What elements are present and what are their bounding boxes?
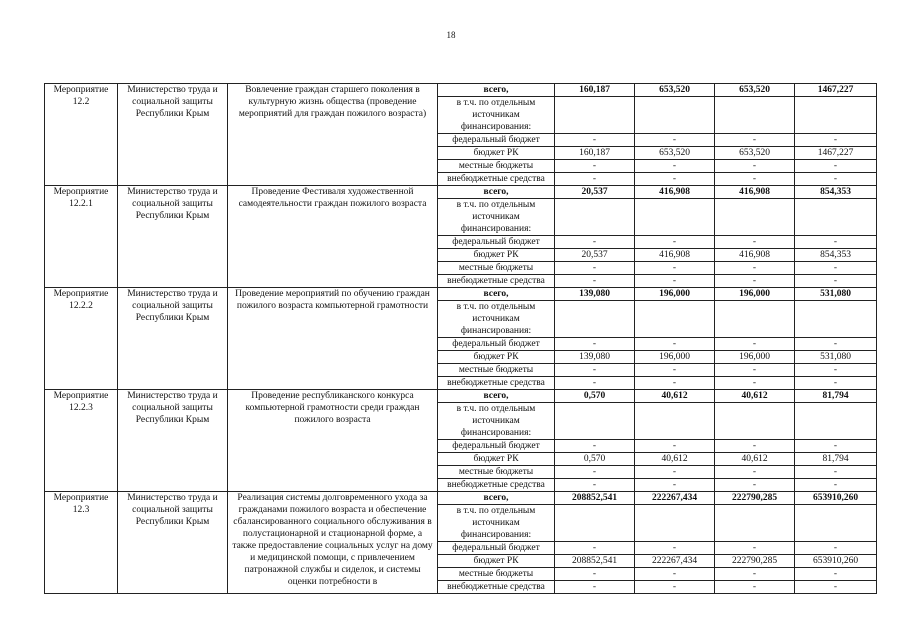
- amount-cell: [715, 301, 795, 338]
- amount-cell: -: [715, 364, 795, 377]
- amount-cell: -: [635, 338, 715, 351]
- amount-cell: -: [795, 568, 877, 581]
- amount-cell: -: [635, 568, 715, 581]
- amount-cell: [555, 97, 635, 134]
- amount-cell: [635, 403, 715, 440]
- funding-source-label: федеральный бюджет: [438, 440, 555, 453]
- funding-source-label: всего,: [438, 492, 555, 505]
- funding-source-label: всего,: [438, 390, 555, 403]
- amount-cell: -: [555, 338, 635, 351]
- amount-cell: 40,612: [635, 390, 715, 403]
- amount-cell: 222790,285: [715, 492, 795, 505]
- funding-source-label: внебюджетные средства: [438, 377, 555, 390]
- amount-cell: -: [715, 262, 795, 275]
- amount-cell: 854,353: [795, 249, 877, 262]
- amount-cell: -: [715, 479, 795, 492]
- funding-source-label: всего,: [438, 186, 555, 199]
- amount-cell: -: [635, 542, 715, 555]
- funding-source-label: местные бюджеты: [438, 466, 555, 479]
- funding-source-label: всего,: [438, 84, 555, 97]
- amount-cell: 222267,434: [635, 555, 715, 568]
- budget-table: [44, 83, 877, 594]
- amount-cell: -: [715, 377, 795, 390]
- page-number: 18: [446, 30, 456, 40]
- funding-source-label: местные бюджеты: [438, 364, 555, 377]
- amount-cell: 222790,285: [715, 555, 795, 568]
- amount-cell: -: [715, 275, 795, 288]
- amount-cell: -: [715, 160, 795, 173]
- amount-cell: -: [635, 440, 715, 453]
- table-row: [45, 186, 877, 199]
- amount-cell: [795, 199, 877, 236]
- table-row: [45, 84, 877, 97]
- table-row: [45, 492, 877, 505]
- amount-cell: -: [635, 134, 715, 147]
- funding-source-label: федеральный бюджет: [438, 134, 555, 147]
- amount-cell: [715, 97, 795, 134]
- amount-cell: 139,080: [555, 351, 635, 364]
- funding-source-label: бюджет РК: [438, 249, 555, 262]
- amount-cell: -: [555, 568, 635, 581]
- measure-name: Вовлечение граждан старшего поколения в культурную жизнь общества (проведение мероприятий для граждан пожилого возраста): [228, 84, 438, 186]
- amount-cell: -: [635, 479, 715, 492]
- measure-number: Мероприятие 12.2.2: [45, 288, 118, 390]
- table-row: [45, 390, 877, 403]
- amount-cell: -: [635, 160, 715, 173]
- amount-cell: 653,520: [635, 84, 715, 97]
- amount-cell: [715, 403, 795, 440]
- amount-cell: 531,080: [795, 351, 877, 364]
- amount-cell: -: [795, 160, 877, 173]
- amount-cell: -: [555, 581, 635, 594]
- funding-source-label: бюджет РК: [438, 555, 555, 568]
- amount-cell: [715, 199, 795, 236]
- measure-number: Мероприятие 12.2.1: [45, 186, 118, 288]
- amount-cell: -: [555, 479, 635, 492]
- funding-source-label: местные бюджеты: [438, 262, 555, 275]
- amount-cell: [555, 505, 635, 542]
- amount-cell: 208852,541: [555, 555, 635, 568]
- amount-cell: -: [795, 364, 877, 377]
- amount-cell: [715, 505, 795, 542]
- measure-organization: Министерство труда и социальной защиты Республики Крым: [118, 492, 228, 594]
- amount-cell: [555, 199, 635, 236]
- funding-source-label: местные бюджеты: [438, 568, 555, 581]
- funding-source-label: внебюджетные средства: [438, 581, 555, 594]
- funding-source-label: всего,: [438, 288, 555, 301]
- measure-name: Реализация системы долговременного ухода за гражданами пожилого возраста и обеспечение сбалансированного социального обслуживания в полустационарной и стационарной форме, а также предоставление социальных услуг на дому и медицинской помощи, с привлечением патронажной службы и сиделок, и системы оценки потребности в: [228, 492, 438, 594]
- amount-cell: 416,908: [715, 249, 795, 262]
- amount-cell: 222267,434: [635, 492, 715, 505]
- amount-cell: -: [715, 542, 795, 555]
- amount-cell: -: [795, 440, 877, 453]
- amount-cell: -: [795, 173, 877, 186]
- amount-cell: -: [715, 581, 795, 594]
- amount-cell: -: [715, 236, 795, 249]
- amount-cell: 531,080: [795, 288, 877, 301]
- measure-name: Проведение Фестиваля художественной самодеятельности граждан пожилого возраста: [228, 186, 438, 288]
- amount-cell: 196,000: [635, 288, 715, 301]
- amount-cell: -: [555, 236, 635, 249]
- amount-cell: 653910,260: [795, 555, 877, 568]
- amount-cell: -: [715, 568, 795, 581]
- amount-cell: -: [715, 134, 795, 147]
- amount-cell: 40,612: [715, 390, 795, 403]
- amount-cell: -: [555, 262, 635, 275]
- amount-cell: -: [635, 236, 715, 249]
- amount-cell: 653910,260: [795, 492, 877, 505]
- amount-cell: 196,000: [715, 288, 795, 301]
- amount-cell: 854,353: [795, 186, 877, 199]
- amount-cell: -: [635, 262, 715, 275]
- amount-cell: [555, 301, 635, 338]
- amount-cell: -: [555, 377, 635, 390]
- funding-source-label: внебюджетные средства: [438, 173, 555, 186]
- amount-cell: -: [555, 542, 635, 555]
- amount-cell: [635, 505, 715, 542]
- amount-cell: -: [635, 377, 715, 390]
- amount-cell: 196,000: [635, 351, 715, 364]
- amount-cell: 20,537: [555, 186, 635, 199]
- amount-cell: -: [715, 466, 795, 479]
- amount-cell: -: [555, 134, 635, 147]
- measure-organization: Министерство труда и социальной защиты Республики Крым: [118, 390, 228, 492]
- amount-cell: -: [555, 364, 635, 377]
- measure-organization: Министерство труда и социальной защиты Республики Крым: [118, 84, 228, 186]
- amount-cell: 196,000: [715, 351, 795, 364]
- amount-cell: 139,080: [555, 288, 635, 301]
- amount-cell: -: [795, 134, 877, 147]
- amount-cell: 416,908: [715, 186, 795, 199]
- amount-cell: 40,612: [715, 453, 795, 466]
- amount-cell: [635, 199, 715, 236]
- amount-cell: -: [635, 275, 715, 288]
- amount-cell: -: [795, 466, 877, 479]
- amount-cell: 20,537: [555, 249, 635, 262]
- amount-cell: 160,187: [555, 84, 635, 97]
- amount-cell: 81,794: [795, 453, 877, 466]
- funding-source-label: федеральный бюджет: [438, 542, 555, 555]
- measure-organization: Министерство труда и социальной защиты Республики Крым: [118, 186, 228, 288]
- amount-cell: -: [555, 440, 635, 453]
- measure-organization: Министерство труда и социальной защиты Республики Крым: [118, 288, 228, 390]
- amount-cell: -: [635, 173, 715, 186]
- amount-cell: -: [795, 338, 877, 351]
- amount-cell: [795, 97, 877, 134]
- amount-cell: -: [635, 364, 715, 377]
- amount-cell: -: [635, 466, 715, 479]
- measure-number: Мероприятие 12.3: [45, 492, 118, 594]
- amount-cell: -: [555, 160, 635, 173]
- amount-cell: 653,520: [635, 147, 715, 160]
- amount-cell: 1467,227: [795, 147, 877, 160]
- amount-cell: -: [555, 275, 635, 288]
- amount-cell: [635, 97, 715, 134]
- funding-source-label: бюджет РК: [438, 147, 555, 160]
- amount-cell: -: [555, 173, 635, 186]
- amount-cell: 416,908: [635, 186, 715, 199]
- amount-cell: -: [795, 581, 877, 594]
- amount-cell: 653,520: [715, 147, 795, 160]
- funding-source-label: в т.ч. по отдельным источникам финансирования:: [438, 97, 555, 134]
- funding-source-label: в т.ч. по отдельным источникам финансирования:: [438, 403, 555, 440]
- funding-source-label: в т.ч. по отдельным источникам финансирования:: [438, 505, 555, 542]
- measure-name: Проведение республиканского конкурса компьютерной грамотности среди граждан пожилого возраста: [228, 390, 438, 492]
- funding-source-label: местные бюджеты: [438, 160, 555, 173]
- amount-cell: [795, 403, 877, 440]
- funding-source-label: федеральный бюджет: [438, 338, 555, 351]
- amount-cell: -: [795, 275, 877, 288]
- funding-source-label: в т.ч. по отдельным источникам финансирования:: [438, 301, 555, 338]
- funding-source-label: бюджет РК: [438, 351, 555, 364]
- measure-number: Мероприятие 12.2: [45, 84, 118, 186]
- amount-cell: 0,570: [555, 390, 635, 403]
- amount-cell: [795, 505, 877, 542]
- amount-cell: -: [555, 466, 635, 479]
- funding-source-label: федеральный бюджет: [438, 236, 555, 249]
- amount-cell: [635, 301, 715, 338]
- amount-cell: 416,908: [635, 249, 715, 262]
- measure-name: Проведение мероприятий по обучению граждан пожилого возраста компьютерной грамотности: [228, 288, 438, 390]
- amount-cell: 653,520: [715, 84, 795, 97]
- amount-cell: 40,612: [635, 453, 715, 466]
- amount-cell: [555, 403, 635, 440]
- amount-cell: -: [795, 479, 877, 492]
- amount-cell: 208852,541: [555, 492, 635, 505]
- amount-cell: [795, 301, 877, 338]
- amount-cell: 160,187: [555, 147, 635, 160]
- amount-cell: 0,570: [555, 453, 635, 466]
- funding-source-label: внебюджетные средства: [438, 479, 555, 492]
- amount-cell: 1467,227: [795, 84, 877, 97]
- amount-cell: -: [635, 581, 715, 594]
- amount-cell: 81,794: [795, 390, 877, 403]
- funding-source-label: в т.ч. по отдельным источникам финансирования:: [438, 199, 555, 236]
- amount-cell: -: [715, 440, 795, 453]
- funding-source-label: внебюджетные средства: [438, 275, 555, 288]
- amount-cell: -: [795, 377, 877, 390]
- measure-number: Мероприятие 12.2.3: [45, 390, 118, 492]
- table-row: [45, 288, 877, 301]
- amount-cell: -: [715, 173, 795, 186]
- amount-cell: -: [795, 542, 877, 555]
- funding-source-label: бюджет РК: [438, 453, 555, 466]
- amount-cell: -: [715, 338, 795, 351]
- amount-cell: -: [795, 262, 877, 275]
- amount-cell: -: [795, 236, 877, 249]
